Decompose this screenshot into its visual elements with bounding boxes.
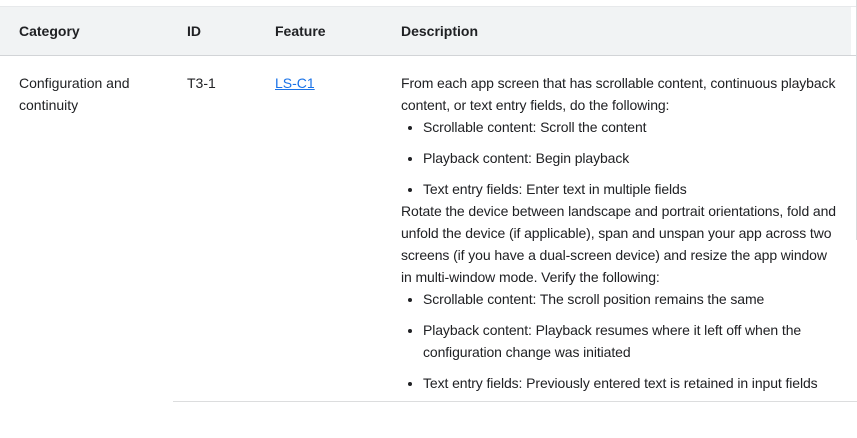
table-row <box>0 56 857 402</box>
description-cell <box>387 56 857 402</box>
category-cell: Configuration and continuity <box>19 75 130 113</box>
column-header-id: ID <box>187 23 201 39</box>
column-header-category: Category <box>19 23 80 39</box>
id-cell: T3-1 <box>173 56 261 402</box>
column-header-feature: Feature <box>275 23 326 39</box>
description-list-1 <box>401 116 837 200</box>
list-item: • Playback content: Begin playback <box>423 147 837 169</box>
list-item: • Playback content: Playback resumes where it left off when the configuration change was initiated <box>423 319 837 363</box>
list-item: • Scrollable content: The scroll position remains the same <box>423 288 837 310</box>
column-header-description: Description <box>401 23 479 39</box>
description-paragraph-2: Rotate the device between landscape and portrait orientations, fold and unfold the device (if applicable), span and unspan your app across two screens (if you have a dual-screen device) and resize the app window in multi-window mode. Verify the following: <box>401 203 836 285</box>
feature-cell <box>261 56 387 402</box>
list-item: • Text entry fields: Enter text in multiple fields <box>423 178 837 200</box>
description-paragraph-1: From each app screen that has scrollable content, continuous playback content, or text entry fields, do the following: <box>401 75 836 113</box>
feature-link[interactable]: LS-C1 <box>275 75 315 91</box>
description-list-2 <box>401 288 837 394</box>
table-header-row <box>0 6 857 56</box>
quality-criteria-table <box>0 6 857 402</box>
list-item: • Text entry fields: Previously entered text is retained in input fields <box>423 372 837 394</box>
list-item: • Scrollable content: Scroll the content <box>423 116 837 138</box>
